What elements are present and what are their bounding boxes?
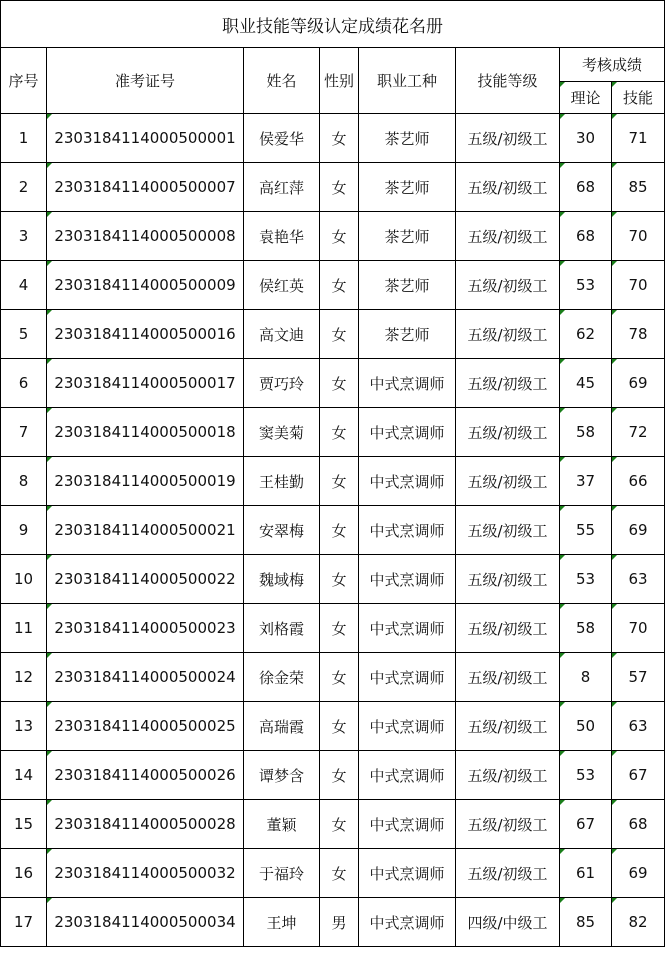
cell-theory: 8 xyxy=(560,653,612,702)
cell-occupation: 茶艺师 xyxy=(359,261,456,310)
header-name: 姓名 xyxy=(244,48,320,114)
cell-exam-id: 2303184114000500025 xyxy=(47,702,244,751)
cell-seq: 13 xyxy=(1,702,47,751)
header-gender: 性别 xyxy=(320,48,359,114)
cell-gender: 女 xyxy=(320,702,359,751)
cell-name: 高红萍 xyxy=(244,163,320,212)
cell-occupation: 中式烹调师 xyxy=(359,506,456,555)
cell-theory: 53 xyxy=(560,261,612,310)
header-theory: 理论 xyxy=(560,82,612,114)
cell-exam-id: 2303184114000500028 xyxy=(47,800,244,849)
cell-gender: 女 xyxy=(320,261,359,310)
cell-occupation: 中式烹调师 xyxy=(359,751,456,800)
cell-seq: 16 xyxy=(1,849,47,898)
cell-seq: 17 xyxy=(1,898,47,947)
cell-seq: 4 xyxy=(1,261,47,310)
cell-seq: 10 xyxy=(1,555,47,604)
cell-skill: 70 xyxy=(612,261,665,310)
header-skill: 技能 xyxy=(612,82,665,114)
cell-gender: 女 xyxy=(320,555,359,604)
cell-name: 于福玲 xyxy=(244,849,320,898)
cell-exam-id: 2303184114000500032 xyxy=(47,849,244,898)
cell-seq: 5 xyxy=(1,310,47,359)
cell-exam-id: 2303184114000500001 xyxy=(47,114,244,163)
table-row xyxy=(1,898,665,947)
cell-name: 侯爱华 xyxy=(244,114,320,163)
cell-skill: 82 xyxy=(612,898,665,947)
cell-skill: 85 xyxy=(612,163,665,212)
cell-theory: 50 xyxy=(560,702,612,751)
table-row xyxy=(1,800,665,849)
table-row xyxy=(1,751,665,800)
cell-level: 五级/初级工 xyxy=(456,408,560,457)
cell-level: 五级/初级工 xyxy=(456,359,560,408)
cell-occupation: 茶艺师 xyxy=(359,212,456,261)
cell-occupation: 中式烹调师 xyxy=(359,408,456,457)
cell-exam-id: 2303184114000500008 xyxy=(47,212,244,261)
cell-level: 五级/初级工 xyxy=(456,800,560,849)
cell-occupation: 中式烹调师 xyxy=(359,359,456,408)
cell-occupation: 中式烹调师 xyxy=(359,898,456,947)
cell-theory: 61 xyxy=(560,849,612,898)
cell-skill: 78 xyxy=(612,310,665,359)
cell-theory: 53 xyxy=(560,555,612,604)
cell-skill: 69 xyxy=(612,849,665,898)
cell-exam-id: 2303184114000500019 xyxy=(47,457,244,506)
cell-gender: 女 xyxy=(320,457,359,506)
cell-theory: 30 xyxy=(560,114,612,163)
table-row xyxy=(1,653,665,702)
cell-skill: 69 xyxy=(612,359,665,408)
table-row xyxy=(1,555,665,604)
cell-exam-id: 2303184114000500026 xyxy=(47,751,244,800)
cell-name: 高瑞霞 xyxy=(244,702,320,751)
cell-exam-id: 2303184114000500017 xyxy=(47,359,244,408)
cell-level: 五级/初级工 xyxy=(456,604,560,653)
table-row xyxy=(1,457,665,506)
cell-exam-id: 2303184114000500024 xyxy=(47,653,244,702)
cell-theory: 53 xyxy=(560,751,612,800)
cell-gender: 女 xyxy=(320,506,359,555)
cell-skill: 69 xyxy=(612,506,665,555)
cell-seq: 2 xyxy=(1,163,47,212)
cell-exam-id: 2303184114000500007 xyxy=(47,163,244,212)
cell-occupation: 中式烹调师 xyxy=(359,702,456,751)
cell-level: 五级/初级工 xyxy=(456,261,560,310)
cell-name: 高文迪 xyxy=(244,310,320,359)
cell-gender: 女 xyxy=(320,408,359,457)
header-exam-id: 准考证号 xyxy=(47,48,244,114)
cell-level: 五级/初级工 xyxy=(456,310,560,359)
cell-exam-id: 2303184114000500009 xyxy=(47,261,244,310)
table-row xyxy=(1,163,665,212)
cell-theory: 58 xyxy=(560,604,612,653)
cell-name: 董颖 xyxy=(244,800,320,849)
table-row xyxy=(1,212,665,261)
cell-level: 五级/初级工 xyxy=(456,555,560,604)
cell-theory: 85 xyxy=(560,898,612,947)
cell-name: 窦美菊 xyxy=(244,408,320,457)
cell-seq: 8 xyxy=(1,457,47,506)
cell-name: 刘格霞 xyxy=(244,604,320,653)
cell-occupation: 中式烹调师 xyxy=(359,555,456,604)
cell-name: 贾巧玲 xyxy=(244,359,320,408)
cell-theory: 67 xyxy=(560,800,612,849)
cell-name: 王桂勤 xyxy=(244,457,320,506)
cell-theory: 45 xyxy=(560,359,612,408)
cell-seq: 7 xyxy=(1,408,47,457)
cell-level: 五级/初级工 xyxy=(456,212,560,261)
table-row xyxy=(1,408,665,457)
cell-skill: 72 xyxy=(612,408,665,457)
table-row xyxy=(1,359,665,408)
cell-level: 五级/初级工 xyxy=(456,114,560,163)
cell-name: 侯红英 xyxy=(244,261,320,310)
cell-occupation: 茶艺师 xyxy=(359,163,456,212)
cell-gender: 女 xyxy=(320,114,359,163)
cell-occupation: 中式烹调师 xyxy=(359,457,456,506)
cell-theory: 68 xyxy=(560,212,612,261)
cell-theory: 58 xyxy=(560,408,612,457)
cell-name: 谭梦含 xyxy=(244,751,320,800)
cell-level: 五级/初级工 xyxy=(456,849,560,898)
cell-seq: 3 xyxy=(1,212,47,261)
cell-seq: 14 xyxy=(1,751,47,800)
cell-theory: 37 xyxy=(560,457,612,506)
table-row xyxy=(1,604,665,653)
cell-skill: 67 xyxy=(612,751,665,800)
cell-level: 五级/初级工 xyxy=(456,457,560,506)
cell-level: 五级/初级工 xyxy=(456,163,560,212)
cell-skill: 66 xyxy=(612,457,665,506)
cell-gender: 女 xyxy=(320,359,359,408)
table-row xyxy=(1,114,665,163)
cell-gender: 女 xyxy=(320,212,359,261)
cell-occupation: 中式烹调师 xyxy=(359,604,456,653)
cell-level: 四级/中级工 xyxy=(456,898,560,947)
cell-skill: 57 xyxy=(612,653,665,702)
header-occupation: 职业工种 xyxy=(359,48,456,114)
table-row xyxy=(1,702,665,751)
cell-gender: 女 xyxy=(320,849,359,898)
cell-name: 袁艳华 xyxy=(244,212,320,261)
cell-name: 安翠梅 xyxy=(244,506,320,555)
cell-gender: 女 xyxy=(320,604,359,653)
header-score-group: 考核成绩 xyxy=(560,48,665,82)
cell-seq: 12 xyxy=(1,653,47,702)
cell-seq: 15 xyxy=(1,800,47,849)
cell-exam-id: 2303184114000500022 xyxy=(47,555,244,604)
cell-name: 徐金荣 xyxy=(244,653,320,702)
cell-gender: 女 xyxy=(320,310,359,359)
cell-occupation: 中式烹调师 xyxy=(359,800,456,849)
cell-gender: 女 xyxy=(320,163,359,212)
cell-theory: 62 xyxy=(560,310,612,359)
cell-level: 五级/初级工 xyxy=(456,506,560,555)
cell-level: 五级/初级工 xyxy=(456,702,560,751)
cell-exam-id: 2303184114000500034 xyxy=(47,898,244,947)
cell-occupation: 中式烹调师 xyxy=(359,653,456,702)
cell-seq: 11 xyxy=(1,604,47,653)
cell-gender: 女 xyxy=(320,653,359,702)
cell-skill: 68 xyxy=(612,800,665,849)
cell-seq: 9 xyxy=(1,506,47,555)
table-row xyxy=(1,310,665,359)
cell-occupation: 茶艺师 xyxy=(359,114,456,163)
cell-exam-id: 2303184114000500016 xyxy=(47,310,244,359)
cell-exam-id: 2303184114000500021 xyxy=(47,506,244,555)
cell-exam-id: 2303184114000500023 xyxy=(47,604,244,653)
cell-name: 王坤 xyxy=(244,898,320,947)
cell-seq: 6 xyxy=(1,359,47,408)
cell-occupation: 茶艺师 xyxy=(359,310,456,359)
cell-skill: 70 xyxy=(612,212,665,261)
cell-gender: 女 xyxy=(320,800,359,849)
table-row xyxy=(1,261,665,310)
cell-seq: 1 xyxy=(1,114,47,163)
header-level: 技能等级 xyxy=(456,48,560,114)
cell-skill: 63 xyxy=(612,555,665,604)
table-row xyxy=(1,506,665,555)
cell-theory: 68 xyxy=(560,163,612,212)
cell-level: 五级/初级工 xyxy=(456,751,560,800)
cell-skill: 63 xyxy=(612,702,665,751)
cell-skill: 71 xyxy=(612,114,665,163)
table-row xyxy=(1,849,665,898)
header-seq: 序号 xyxy=(1,48,47,114)
cell-level: 五级/初级工 xyxy=(456,653,560,702)
page-title: 职业技能等级认定成绩花名册 xyxy=(1,1,665,48)
cell-exam-id: 2303184114000500018 xyxy=(47,408,244,457)
cell-gender: 男 xyxy=(320,898,359,947)
cell-occupation: 中式烹调师 xyxy=(359,849,456,898)
cell-gender: 女 xyxy=(320,751,359,800)
cell-theory: 55 xyxy=(560,506,612,555)
cell-name: 魏域梅 xyxy=(244,555,320,604)
cell-skill: 70 xyxy=(612,604,665,653)
